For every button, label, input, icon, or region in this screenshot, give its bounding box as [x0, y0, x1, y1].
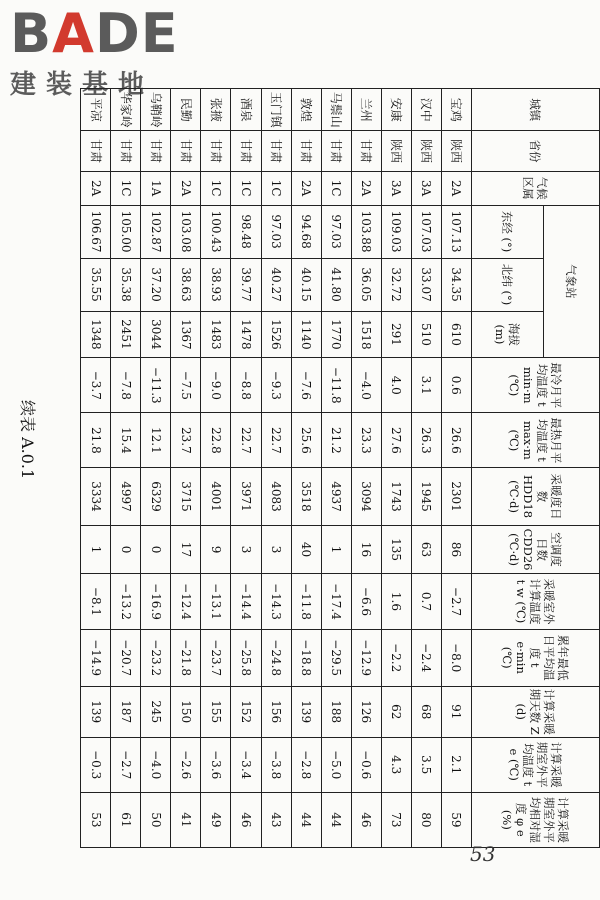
cell-rh: 59: [441, 792, 471, 847]
cell-te: −2.6: [171, 737, 201, 792]
cell-tmin: −11.8: [321, 358, 351, 413]
table-row: [321, 89, 351, 848]
cell-rh: 80: [411, 792, 441, 847]
table-title: 续表 A.0.1: [18, 400, 37, 480]
cell-tw: −13.2: [111, 574, 141, 629]
cell-province: 甘肃: [231, 131, 261, 171]
cell-province: 甘肃: [261, 131, 291, 171]
cell-rh: 44: [321, 792, 351, 847]
cell-tmax: 21.8: [81, 413, 111, 468]
cell-tw: −16.9: [141, 574, 171, 629]
cell-temin: −21.8: [171, 629, 201, 686]
cell-city: 兰州: [351, 89, 381, 131]
header-city: 城镇: [472, 89, 600, 131]
cell-hdd: 6329: [141, 468, 171, 525]
cell-zone: 1C: [321, 171, 351, 205]
cell-zone: 2A: [171, 171, 201, 205]
cell-tw: −13.1: [201, 574, 231, 629]
header-hdd18: 采暖度日数 HDD18 (℃·d): [472, 468, 600, 525]
cell-city: 乌鞘岭: [141, 89, 171, 131]
cell-z: 139: [291, 686, 321, 737]
cell-alt: 1518: [351, 311, 381, 358]
cell-lon: 103.08: [171, 205, 201, 258]
cell-alt: 1348: [81, 311, 111, 358]
cell-tmin: 4.0: [381, 358, 411, 413]
cell-rh: 50: [141, 792, 171, 847]
cell-lat: 35.55: [81, 258, 111, 311]
cell-zone: 1C: [231, 171, 261, 205]
cell-alt: 1526: [261, 311, 291, 358]
table-row: [261, 89, 291, 848]
cell-lat: 40.27: [261, 258, 291, 311]
cell-city: 酒泉: [231, 89, 261, 131]
cell-cdd: 0: [141, 525, 171, 574]
cell-rh: 41: [171, 792, 201, 847]
rotated-table-wrapper: [80, 88, 600, 848]
cell-hdd: 3971: [231, 468, 261, 525]
cell-zone: 2A: [351, 171, 381, 205]
cell-tmax: 26.6: [441, 413, 471, 468]
cell-city: 马鬃山: [321, 89, 351, 131]
cell-rh: 73: [381, 792, 411, 847]
header-altitude: 海拔 (m): [472, 311, 544, 358]
cell-cdd: 17: [171, 525, 201, 574]
cell-alt: 610: [441, 311, 471, 358]
cell-te: −3.8: [261, 737, 291, 792]
cell-lat: 37.20: [141, 258, 171, 311]
cell-lat: 38.63: [171, 258, 201, 311]
cell-te: 2.1: [441, 737, 471, 792]
cell-tw: 0.7: [411, 574, 441, 629]
cell-tmax: 23.7: [171, 413, 201, 468]
cell-zone: 1C: [261, 171, 291, 205]
table-row: [231, 89, 261, 848]
cell-zone: 1C: [111, 171, 141, 205]
cell-tmin: −3.7: [81, 358, 111, 413]
cell-lon: 97.03: [261, 205, 291, 258]
header-hottest-month: 最热月平均温度 t max·m (℃): [472, 413, 600, 468]
cell-tmax: 23.3: [351, 413, 381, 468]
header-latitude: 北纬 (°): [472, 258, 544, 311]
cell-tmax: 12.1: [141, 413, 171, 468]
cell-tmax: 25.6: [291, 413, 321, 468]
cell-rh: 44: [291, 792, 321, 847]
cell-rh: 46: [231, 792, 261, 847]
cell-zone: 3A: [381, 171, 411, 205]
cell-rh: 43: [261, 792, 291, 847]
cell-cdd: 3: [231, 525, 261, 574]
cell-tw: −14.3: [261, 574, 291, 629]
cell-z: 150: [171, 686, 201, 737]
cell-z: 91: [441, 686, 471, 737]
cell-lat: 34.35: [441, 258, 471, 311]
cell-temin: −23.7: [201, 629, 231, 686]
cell-zone: 3A: [411, 171, 441, 205]
cell-lat: 40.15: [291, 258, 321, 311]
cell-city: 汉中: [411, 89, 441, 131]
cell-tw: −17.4: [321, 574, 351, 629]
cell-z: 126: [351, 686, 381, 737]
table-row: [291, 89, 321, 848]
cell-tw: −6.6: [351, 574, 381, 629]
cell-z: 152: [231, 686, 261, 737]
cell-lat: 39.77: [231, 258, 261, 311]
cell-tw: −12.4: [171, 574, 201, 629]
cell-hdd: 4083: [261, 468, 291, 525]
cell-tmin: −8.8: [231, 358, 261, 413]
cell-hdd: 1945: [411, 468, 441, 525]
header-coldest-month: 最冷月平均温度 t min·m (℃): [472, 358, 600, 413]
cell-zone: 1A: [141, 171, 171, 205]
cell-tmin: −7.5: [171, 358, 201, 413]
table-row: [111, 89, 141, 848]
table-row: [201, 89, 231, 848]
cell-lon: 107.03: [411, 205, 441, 258]
logo-wordmark: BADE: [10, 2, 179, 65]
cell-hdd: 2301: [441, 468, 471, 525]
cell-alt: 1770: [321, 311, 351, 358]
table-body: [81, 89, 472, 848]
cell-z: 187: [111, 686, 141, 737]
header-min-daily-avg: 累年最低日平均温度 t e·min (℃): [472, 629, 600, 686]
cell-province: 甘肃: [291, 131, 321, 171]
cell-province: 甘肃: [81, 131, 111, 171]
cell-z: 155: [201, 686, 231, 737]
cell-rh: 61: [111, 792, 141, 847]
cell-lon: 94.68: [291, 205, 321, 258]
cell-te: −0.3: [81, 737, 111, 792]
cell-tmin: −7.8: [111, 358, 141, 413]
cell-hdd: 3334: [81, 468, 111, 525]
cell-hdd: 4997: [111, 468, 141, 525]
cell-alt: 291: [381, 311, 411, 358]
cell-city: 平凉: [81, 89, 111, 131]
header-longitude: 东经 (°): [472, 205, 544, 258]
cell-tmax: 22.7: [261, 413, 291, 468]
cell-hdd: 3518: [291, 468, 321, 525]
cell-z: 156: [261, 686, 291, 737]
cell-tw: 1.6: [381, 574, 411, 629]
cell-te: 3.5: [411, 737, 441, 792]
cell-cdd: 16: [351, 525, 381, 574]
cell-lon: 103.88: [351, 205, 381, 258]
cell-hdd: 1743: [381, 468, 411, 525]
cell-temin: −2.4: [411, 629, 441, 686]
cell-zone: 2A: [441, 171, 471, 205]
cell-hdd: 4001: [201, 468, 231, 525]
cell-alt: 2451: [111, 311, 141, 358]
cell-province: 陕西: [441, 131, 471, 171]
cell-z: 188: [321, 686, 351, 737]
cell-province: 甘肃: [111, 131, 141, 171]
cell-city: 民勤: [171, 89, 201, 131]
climate-data-table: [80, 88, 600, 848]
cell-tw: −14.4: [231, 574, 261, 629]
cell-hdd: 3715: [171, 468, 201, 525]
cell-z: 62: [381, 686, 411, 737]
header-heating-outdoor-temp: 采暖室外计算温度 t w (℃): [472, 574, 600, 629]
cell-cdd: 135: [381, 525, 411, 574]
cell-z: 245: [141, 686, 171, 737]
cell-tmin: 0.6: [441, 358, 471, 413]
logo-subtitle: 建装基地: [10, 70, 155, 100]
cell-tmin: 3.1: [411, 358, 441, 413]
cell-lon: 97.03: [321, 205, 351, 258]
table-row: [411, 89, 441, 848]
table-row: [81, 89, 111, 848]
cell-tw: −2.7: [441, 574, 471, 629]
cell-lon: 100.43: [201, 205, 231, 258]
cell-province: 甘肃: [351, 131, 381, 171]
cell-tmax: 22.7: [231, 413, 261, 468]
header-heating-days: 计算采暖期天数 Z (d): [472, 686, 600, 737]
cell-province: 陕西: [381, 131, 411, 171]
cell-cdd: 9: [201, 525, 231, 574]
cell-lon: 107.13: [441, 205, 471, 258]
cell-lon: 102.87: [141, 205, 171, 258]
cell-tmin: −9.0: [201, 358, 231, 413]
cell-lon: 109.03: [381, 205, 411, 258]
cell-tmax: 22.8: [201, 413, 231, 468]
cell-alt: 510: [411, 311, 441, 358]
header-province: 省份: [472, 131, 600, 171]
cell-province: 甘肃: [321, 131, 351, 171]
cell-city: 安康: [381, 89, 411, 131]
cell-tmax: 27.6: [381, 413, 411, 468]
cell-tmax: 26.3: [411, 413, 441, 468]
cell-tw: −8.1: [81, 574, 111, 629]
cell-rh: 46: [351, 792, 381, 847]
cell-tmax: 21.2: [321, 413, 351, 468]
cell-city: 玉门镇: [261, 89, 291, 131]
table-row: [351, 89, 381, 848]
cell-te: −2.8: [291, 737, 321, 792]
cell-alt: 1367: [171, 311, 201, 358]
cell-cdd: 0: [111, 525, 141, 574]
cell-alt: 1140: [291, 311, 321, 358]
cell-lon: 98.48: [231, 205, 261, 258]
cell-city: 宝鸡: [441, 89, 471, 131]
cell-te: −3.6: [201, 737, 231, 792]
cell-te: −0.6: [351, 737, 381, 792]
cell-province: 甘肃: [141, 131, 171, 171]
header-heating-avg-rh: 计算采暖期室外平均相对湿度 φ e (%): [472, 792, 600, 847]
cell-rh: 53: [81, 792, 111, 847]
cell-city: 敦煌: [291, 89, 321, 131]
cell-lat: 33.07: [411, 258, 441, 311]
cell-province: 甘肃: [171, 131, 201, 171]
cell-lat: 32.72: [381, 258, 411, 311]
cell-temin: −25.8: [231, 629, 261, 686]
header-climate-zone: 气候区属: [472, 171, 600, 205]
cell-tmin: −4.0: [351, 358, 381, 413]
cell-temin: −24.8: [261, 629, 291, 686]
cell-te: 4.3: [381, 737, 411, 792]
table-row: [441, 89, 471, 848]
cell-cdd: 63: [411, 525, 441, 574]
table-row: [381, 89, 411, 848]
header-heating-avg-temp: 计算采暖期室外平均温度 t e (℃): [472, 737, 600, 792]
cell-province: 甘肃: [201, 131, 231, 171]
cell-z: 68: [411, 686, 441, 737]
cell-cdd: 40: [291, 525, 321, 574]
cell-cdd: 86: [441, 525, 471, 574]
page-number: 53: [470, 842, 496, 866]
cell-tmin: −9.3: [261, 358, 291, 413]
cell-temin: −12.9: [351, 629, 381, 686]
brand-logo: [10, 2, 179, 100]
cell-tw: −11.8: [291, 574, 321, 629]
cell-z: 139: [81, 686, 111, 737]
cell-temin: −23.2: [141, 629, 171, 686]
cell-hdd: 4937: [321, 468, 351, 525]
table-row: [171, 89, 201, 848]
cell-cdd: 1: [321, 525, 351, 574]
cell-temin: −29.5: [321, 629, 351, 686]
cell-temin: −2.2: [381, 629, 411, 686]
cell-zone: 2A: [81, 171, 111, 205]
cell-temin: −14.9: [81, 629, 111, 686]
cell-te: −5.0: [321, 737, 351, 792]
cell-lat: 35.38: [111, 258, 141, 311]
header-station: 气象站: [544, 205, 600, 358]
cell-lat: 38.93: [201, 258, 231, 311]
cell-hdd: 3094: [351, 468, 381, 525]
cell-temin: −20.7: [111, 629, 141, 686]
header-cdd26: 空调度日数 CDD26 (℃·d): [472, 525, 600, 574]
cell-zone: 2A: [291, 171, 321, 205]
cell-lon: 105.00: [111, 205, 141, 258]
cell-city: 张掖: [201, 89, 231, 131]
cell-temin: −18.8: [291, 629, 321, 686]
cell-lat: 36.05: [351, 258, 381, 311]
cell-te: −4.0: [141, 737, 171, 792]
cell-city: 华家岭: [111, 89, 141, 131]
cell-te: −2.7: [111, 737, 141, 792]
cell-lon: 106.67: [81, 205, 111, 258]
cell-tmax: 15.4: [111, 413, 141, 468]
cell-alt: 3044: [141, 311, 171, 358]
cell-tmin: −7.6: [291, 358, 321, 413]
cell-zone: 1C: [201, 171, 231, 205]
cell-rh: 49: [201, 792, 231, 847]
cell-temin: −8.0: [441, 629, 471, 686]
cell-cdd: 3: [261, 525, 291, 574]
cell-lat: 41.80: [321, 258, 351, 311]
cell-alt: 1478: [231, 311, 261, 358]
cell-te: −3.4: [231, 737, 261, 792]
cell-alt: 1483: [201, 311, 231, 358]
table-row: [141, 89, 171, 848]
cell-tmin: −11.3: [141, 358, 171, 413]
cell-cdd: 1: [81, 525, 111, 574]
cell-province: 陕西: [411, 131, 441, 171]
